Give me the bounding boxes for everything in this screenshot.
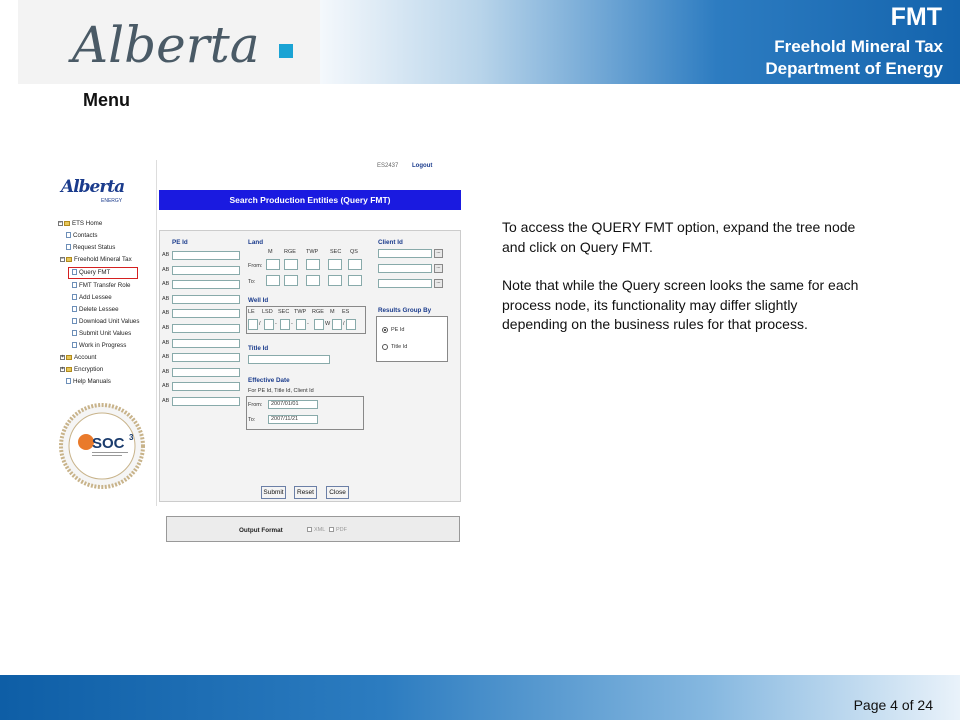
tree-label: Encryption — [74, 366, 104, 373]
pe-prefix: AB — [162, 295, 170, 302]
folder-icon — [66, 355, 72, 360]
pe-prefix: AB — [162, 368, 170, 375]
section-title: Menu — [83, 90, 130, 110]
description-paragraph-1: To access the QUERY FMT option, expand the tree node and click on Query FMT. — [502, 219, 856, 255]
pe-id-input[interactable] — [172, 339, 240, 348]
expand-icon[interactable]: + — [61, 365, 64, 372]
document-icon — [66, 378, 71, 384]
pe-prefix: AB — [162, 398, 170, 404]
pe-id-input[interactable] — [172, 324, 240, 333]
pe-id-input[interactable] — [172, 280, 240, 289]
land-col-qs: QS — [350, 249, 358, 255]
land-input[interactable] — [284, 275, 298, 286]
app-sidebar — [56, 160, 156, 506]
tree-label: Add Lessee — [79, 294, 112, 301]
date-to-label: To: — [248, 417, 256, 423]
search-form — [159, 230, 461, 534]
client-id-browse-1[interactable]: ... — [434, 249, 443, 258]
land-input[interactable] — [284, 259, 298, 270]
tree-item-query-fmt[interactable] — [72, 269, 110, 277]
document-icon — [72, 342, 77, 348]
expand-icon[interactable]: + — [61, 353, 64, 360]
well-id-separator: / — [343, 321, 345, 327]
folder-icon — [66, 257, 72, 262]
seal-text: SOC — [92, 435, 125, 452]
tree-item-encryption[interactable] — [60, 366, 103, 374]
tree-label: Contacts — [73, 232, 98, 239]
land-input[interactable] — [348, 259, 362, 270]
reset-button[interactable]: Reset — [294, 486, 317, 499]
well-col-label: M — [330, 309, 335, 315]
well-id-separator: - — [307, 321, 309, 327]
pe-prefix: AB — [162, 310, 170, 317]
output-format-label: Output Format — [239, 527, 283, 534]
results-group-label: Results Group By — [378, 307, 432, 314]
radio-pe-id-label: PE Id — [391, 327, 405, 333]
well-id-input[interactable] — [314, 319, 324, 330]
tree-item-work-in-progress[interactable] — [72, 342, 126, 350]
soc3-seal — [58, 402, 146, 490]
document-icon — [72, 318, 77, 324]
tree-item-download-unit-values[interactable] — [72, 318, 139, 326]
tree-item-contacts[interactable] — [66, 232, 97, 240]
pe-prefix: AB — [162, 325, 170, 331]
tree-label: Freehold Mineral Tax — [74, 256, 132, 263]
tree-item-request-status[interactable] — [66, 244, 115, 252]
pe-id-input[interactable] — [172, 295, 240, 304]
land-input[interactable] — [266, 259, 280, 270]
pe-prefix: AB — [162, 354, 170, 361]
well-col-label: TWP — [294, 309, 307, 315]
well-id-label: Well Id — [248, 297, 269, 304]
document-icon — [66, 232, 71, 238]
logout-link[interactable]: Logout — [412, 163, 433, 169]
land-input[interactable] — [266, 275, 280, 286]
app-main — [156, 160, 462, 534]
tree-item-freehold-mineral-tax[interactable] — [60, 256, 132, 264]
well-id-separator: - — [275, 321, 277, 327]
date-from-label: From: — [248, 402, 263, 408]
header-band — [320, 0, 960, 84]
date-from-input[interactable]: 2007/01/01 — [268, 400, 318, 409]
xml-checkbox[interactable] — [307, 527, 312, 532]
well-id-separator: W — [325, 321, 331, 327]
app-code: FMT — [890, 3, 942, 31]
pe-prefix: AB — [162, 339, 170, 346]
well-id-input[interactable] — [264, 319, 274, 330]
pe-prefix: AB — [162, 252, 170, 258]
description — [502, 218, 862, 335]
well-id-separator: / — [259, 321, 261, 327]
tree-item-submit-unit-values[interactable] — [72, 330, 131, 338]
logo-area — [18, 0, 320, 84]
output-format-row — [166, 516, 460, 542]
well-id-input[interactable] — [280, 319, 290, 330]
pe-prefix: AB — [162, 281, 170, 288]
client-id-input-3[interactable] — [378, 279, 432, 288]
land-input[interactable] — [306, 259, 320, 270]
tree-item-delete-lessee[interactable] — [72, 306, 119, 314]
land-input[interactable] — [348, 275, 362, 286]
tree-label: Download Unit Values — [79, 318, 140, 325]
submit-button[interactable]: Submit — [261, 486, 286, 499]
description-paragraph-2: Note that while the Query screen looks the same for each process node, its functionality may differ slightly depending on the business rules for that process. — [502, 277, 859, 333]
land-input[interactable] — [328, 259, 342, 270]
well-id-input[interactable] — [346, 319, 356, 330]
radio-title-id[interactable] — [382, 344, 388, 350]
tree-label: Request Status — [73, 244, 116, 251]
mini-logo-text: Alberta — [61, 177, 125, 197]
pe-prefix: AB — [162, 383, 170, 390]
close-button[interactable]: Close — [326, 486, 349, 499]
xml-label: XML — [314, 527, 326, 533]
tree-label: Query FMT — [79, 269, 111, 276]
land-col-m: M — [268, 249, 273, 255]
alberta-logo-text: Alberta — [72, 16, 260, 74]
mini-logo-sub: ENERGY — [101, 198, 123, 204]
collapse-icon[interactable]: − — [59, 219, 62, 226]
form-title: Search Production Entities (Query FMT) — [159, 190, 461, 210]
seal-superscript: 3 — [129, 433, 134, 442]
pe-prefix: AB — [162, 266, 170, 273]
department-name: Department of Energy — [765, 59, 943, 78]
document-icon — [72, 269, 77, 275]
tree-item-help-manuals[interactable] — [66, 378, 111, 386]
land-to-label: To: — [248, 279, 256, 285]
land-input[interactable] — [328, 275, 342, 286]
land-col-rge: RGE — [284, 249, 296, 255]
folder-icon — [64, 221, 70, 226]
pe-id-label: PE Id — [172, 239, 188, 246]
land-col-sec: SEC — [330, 249, 342, 255]
title-id-input[interactable] — [248, 355, 330, 364]
land-from-label: From: — [248, 263, 263, 269]
tree-label: FMT Transfer Role — [79, 282, 131, 289]
well-id-input[interactable] — [248, 319, 258, 330]
client-id-label: Client Id — [378, 239, 403, 246]
tree-label: Work in Progress — [79, 342, 127, 349]
radio-pe-id[interactable] — [382, 327, 388, 333]
collapse-icon[interactable]: − — [61, 255, 64, 262]
pe-id-input[interactable] — [172, 397, 240, 406]
document-icon — [72, 294, 77, 300]
tree-item-fmt-transfer-role[interactable] — [72, 282, 130, 290]
well-col-label: LSD — [262, 309, 273, 315]
app-subtitle: Freehold Mineral Tax — [774, 37, 943, 56]
well-id-input[interactable] — [332, 319, 342, 330]
well-id-input[interactable] — [296, 319, 306, 330]
folder-icon — [66, 367, 72, 372]
tree-item-add-lessee[interactable] — [72, 294, 112, 302]
client-id-input-2[interactable] — [378, 264, 432, 273]
client-id-input-1[interactable] — [378, 249, 432, 258]
land-input[interactable] — [306, 275, 320, 286]
title-id-label: Title Id — [248, 345, 269, 352]
client-id-browse-3[interactable]: ... — [434, 279, 443, 288]
alberta-logo — [66, 10, 302, 74]
user-id: ES2437 — [377, 163, 399, 169]
tree-label: ETS Home — [72, 220, 103, 227]
land-label: Land — [248, 239, 264, 246]
pdf-checkbox[interactable] — [329, 527, 334, 532]
document-icon — [66, 244, 71, 250]
pe-id-input[interactable] — [172, 382, 240, 391]
pdf-label: PDF — [336, 527, 347, 533]
effective-date-note: For PE Id, Title Id, Client Id — [248, 388, 314, 394]
alberta-energy-logo — [59, 164, 125, 208]
land-col-twp: TWP — [306, 249, 319, 255]
tree-item-account[interactable] — [60, 354, 96, 362]
well-col-label: LE — [248, 309, 255, 315]
tree-label: Help Manuals — [73, 378, 111, 385]
well-col-label: RGE — [312, 309, 324, 315]
page-number: Page 4 of 24 — [853, 697, 933, 713]
date-to-input[interactable]: 2007/11/21 — [268, 415, 318, 424]
radio-title-id-label: Title Id — [391, 344, 408, 350]
app-screenshot — [56, 160, 464, 534]
pe-id-input[interactable] — [172, 309, 240, 318]
well-col-label: SEC — [278, 309, 290, 315]
tree-item-ets-home[interactable] — [58, 220, 102, 228]
tree-label: Account — [74, 354, 97, 361]
well-id-separator: - — [291, 321, 293, 327]
results-group-box — [376, 316, 448, 362]
well-col-label: ES — [342, 309, 350, 315]
pe-id-input[interactable] — [172, 266, 240, 275]
pe-id-input[interactable] — [172, 368, 240, 377]
pe-id-input[interactable] — [172, 251, 240, 260]
document-icon — [72, 282, 77, 288]
pe-id-input[interactable] — [172, 353, 240, 362]
tree-label: Delete Lessee — [79, 306, 119, 313]
footer-band — [0, 675, 960, 720]
document-icon — [72, 306, 77, 312]
client-id-browse-2[interactable]: ... — [434, 264, 443, 273]
tree-label: Submit Unit Values — [79, 330, 132, 337]
effective-date-label: Effective Date — [248, 377, 290, 384]
document-icon — [72, 330, 77, 336]
